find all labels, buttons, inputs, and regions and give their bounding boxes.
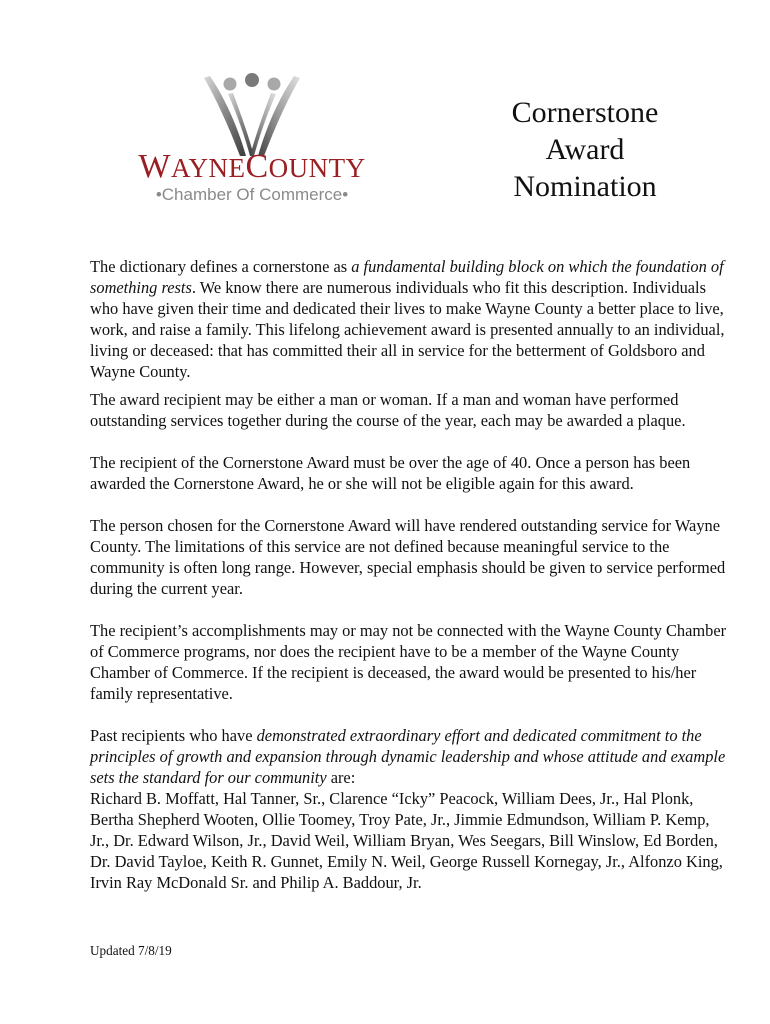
award-title-line-1: Cornerstone: [511, 96, 659, 129]
logo-title-rest-ayne: AYNE: [170, 153, 246, 183]
logo-title-initial-c: C: [245, 148, 269, 185]
body-text: [90, 256, 730, 893]
paragraph-membership: The recipient’s accomplishments may or may not be connected with the Wayne County Chamber of Commerce programs, nor does the recipient have to be a member of the Wayne County Chamber of Commerce. If the recipient is deceased, the award would be presented to his/her family representative.: [90, 621, 727, 703]
award-title: [480, 94, 690, 205]
logo-title: [112, 150, 392, 184]
paragraph-past-recipients: [90, 725, 730, 788]
logo-title-rest-ounty: OUNTY: [268, 153, 366, 183]
past-recipients-text-start: Past recipients who have: [90, 726, 257, 745]
award-title-line-3: Nomination: [513, 170, 657, 203]
logo-title-initial-w: W: [138, 148, 171, 185]
past-recipients-italic: demonstrated extraordinary effort and dedicated commitment to the principles of growth and expansion through dynamic leadership and whose attitude and example sets the standard for our community: [90, 726, 726, 787]
paragraph-definition: [90, 256, 730, 382]
paragraph-eligibility-age: The recipient of the Cornerstone Award must be over the age of 40. Once a person has been awarded the Cornerstone Award, he or she will not be eligible again for this award.: [90, 453, 691, 493]
definition-italic: a fundamental building block on which the foundation of something rests: [90, 257, 724, 297]
logo-subtitle: •Chamber Of Commerce•: [155, 185, 349, 204]
logo-w-emblem-icon: [200, 72, 304, 158]
paragraph-definition-text-start: The dictionary defines a cornerstone as: [90, 257, 352, 276]
award-title-line-2: Award: [545, 133, 625, 166]
paragraph-definition-text-end: . We know there are numerous individuals who fit this description. Individuals who have given their time and dedicated their lives to make Wayne County a better place to live, work, and raise a family. This lifelong achievement award is presented annually to an individual, living or deceased: that has committed their all in service for the betterment of Goldsboro and Wayne County.: [90, 278, 725, 381]
paragraph-service-criteria: The person chosen for the Cornerstone Award will have rendered outstanding service for Wayne County. The limitations of this service are not defined because meaningful service to the community is often long range. However, special emphasis should be given to service performed during the current year.: [90, 516, 726, 598]
wayne-county-chamber-logo: [112, 72, 392, 222]
recipients-list: Richard B. Moffatt, Hal Tanner, Sr., Clarence “Icky” Peacock, William Dees, Jr., Hal Plonk, Bertha Shepherd Wooten, Ollie Toomey, Troy Pate, Jr., Jimmie Edmundson, William P. Kemp, Jr., Dr. Edward Wilson, Jr., David Weil, William Bryan, Wes Seegars, Bill Winslow, Ed Borden, Dr. David Tayloe, Keith R. Gunnet, Emily N. Weil, George Russell Kornegay, Jr., Alfonzo King, Irvin Ray McDonald Sr. and Philip A. Baddour, Jr.: [90, 789, 723, 892]
paragraph-eligibility-gender: The award recipient may be either a man or woman. If a man and woman have performed outstanding services together during the course of the year, each may be awarded a plaque.: [90, 390, 686, 430]
updated-date: Updated 7/8/19: [90, 943, 172, 958]
past-recipients-text-end: are:: [326, 768, 356, 787]
